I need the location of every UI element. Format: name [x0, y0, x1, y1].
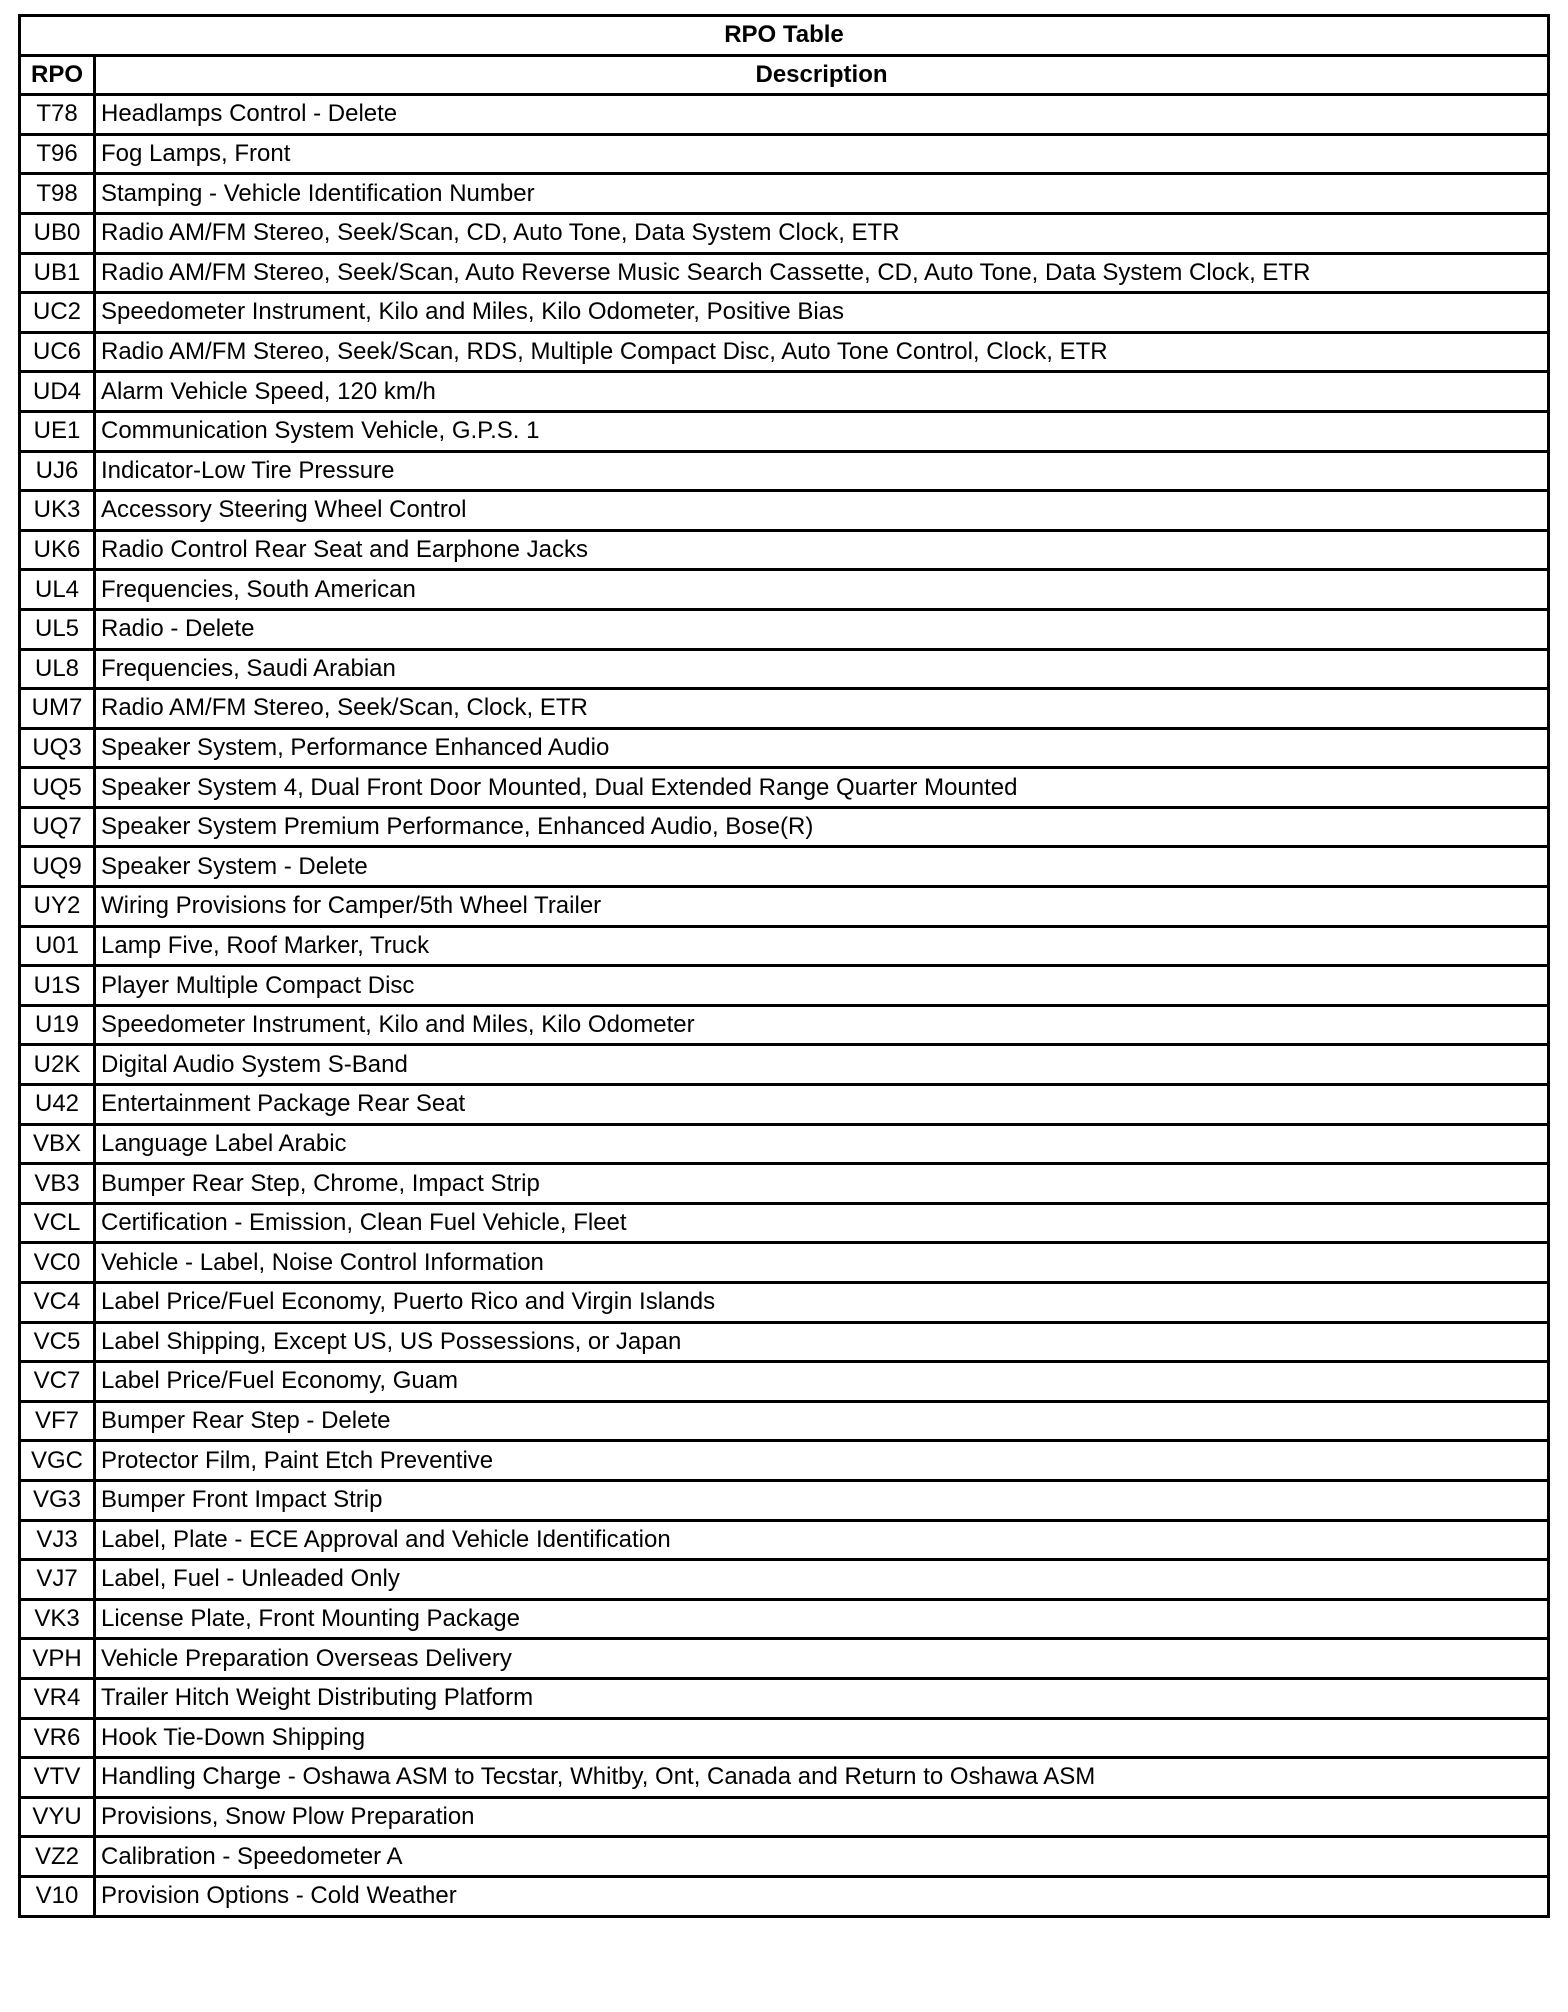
- rpo-code-cell: UQ3: [20, 728, 95, 768]
- table-row: [20, 1362, 1549, 1402]
- table-row: [20, 1718, 1549, 1758]
- rpo-code-cell: UQ9: [20, 847, 95, 887]
- rpo-code-cell: U42: [20, 1085, 95, 1125]
- rpo-code-cell: VK3: [20, 1599, 95, 1639]
- table-title-row: [20, 16, 1549, 56]
- rpo-description-cell: Label, Fuel - Unleaded Only: [95, 1560, 1549, 1600]
- rpo-code-cell: U2K: [20, 1045, 95, 1085]
- rpo-description-cell: Alarm Vehicle Speed, 120 km/h: [95, 372, 1549, 412]
- rpo-description-cell: Label Price/Fuel Economy, Guam: [95, 1362, 1549, 1402]
- rpo-description-cell: Speedometer Instrument, Kilo and Miles, Kilo Odometer, Positive Bias: [95, 293, 1549, 333]
- rpo-description-cell: Headlamps Control - Delete: [95, 95, 1549, 135]
- rpo-code-cell: U19: [20, 1005, 95, 1045]
- rpo-code-cell: VGC: [20, 1441, 95, 1481]
- rpo-description-cell: Entertainment Package Rear Seat: [95, 1085, 1549, 1125]
- rpo-code-cell: T78: [20, 95, 95, 135]
- table-row: [20, 1124, 1549, 1164]
- rpo-description-cell: Speaker System Premium Performance, Enhanced Audio, Bose(R): [95, 807, 1549, 847]
- table-row: [20, 1560, 1549, 1600]
- rpo-description-cell: Accessory Steering Wheel Control: [95, 491, 1549, 531]
- rpo-description-cell: Label Price/Fuel Economy, Puerto Rico and Virgin Islands: [95, 1283, 1549, 1323]
- rpo-code-cell: VC7: [20, 1362, 95, 1402]
- rpo-code-cell: UM7: [20, 689, 95, 729]
- rpo-code-cell: VR6: [20, 1718, 95, 1758]
- rpo-description-cell: License Plate, Front Mounting Package: [95, 1599, 1549, 1639]
- table-row: [20, 293, 1549, 333]
- table-row: [20, 728, 1549, 768]
- table-row: [20, 966, 1549, 1006]
- rpo-description-cell: Lamp Five, Roof Marker, Truck: [95, 926, 1549, 966]
- rpo-code-cell: UL4: [20, 570, 95, 610]
- table-header-row: [20, 55, 1549, 95]
- rpo-code-cell: UJ6: [20, 451, 95, 491]
- rpo-description-cell: Speaker System 4, Dual Front Door Mounted, Dual Extended Range Quarter Mounted: [95, 768, 1549, 808]
- table-row: [20, 332, 1549, 372]
- rpo-description-cell: Bumper Front Impact Strip: [95, 1480, 1549, 1520]
- table-row: [20, 1441, 1549, 1481]
- rpo-code-cell: VC4: [20, 1283, 95, 1323]
- table-row: [20, 1085, 1549, 1125]
- rpo-description-cell: Digital Audio System S-Band: [95, 1045, 1549, 1085]
- rpo-code-cell: U1S: [20, 966, 95, 1006]
- table-row: [20, 451, 1549, 491]
- table-row: [20, 609, 1549, 649]
- rpo-code-cell: VJ3: [20, 1520, 95, 1560]
- rpo-code-cell: VJ7: [20, 1560, 95, 1600]
- rpo-code-cell: UY2: [20, 887, 95, 927]
- rpo-code-cell: VF7: [20, 1401, 95, 1441]
- rpo-description-cell: Label, Plate - ECE Approval and Vehicle Identification: [95, 1520, 1549, 1560]
- table-row: [20, 1876, 1549, 1916]
- table-row: [20, 372, 1549, 412]
- rpo-description-cell: Handling Charge - Oshawa ASM to Tecstar, Whitby, Ont, Canada and Return to Oshawa ASM: [95, 1758, 1549, 1798]
- rpo-description-cell: Radio AM/FM Stereo, Seek/Scan, CD, Auto Tone, Data System Clock, ETR: [95, 213, 1549, 253]
- table-row: [20, 847, 1549, 887]
- rpo-code-cell: UB0: [20, 213, 95, 253]
- table-row: [20, 1322, 1549, 1362]
- rpo-description-cell: Vehicle Preparation Overseas Delivery: [95, 1639, 1549, 1679]
- rpo-description-cell: Provision Options - Cold Weather: [95, 1876, 1549, 1916]
- rpo-code-cell: T96: [20, 134, 95, 174]
- rpo-code-cell: UL8: [20, 649, 95, 689]
- rpo-code-cell: VR4: [20, 1678, 95, 1718]
- table-row: [20, 807, 1549, 847]
- table-row: [20, 1045, 1549, 1085]
- table-row: [20, 491, 1549, 531]
- rpo-description-cell: Indicator-Low Tire Pressure: [95, 451, 1549, 491]
- rpo-description-cell: Wiring Provisions for Camper/5th Wheel Trailer: [95, 887, 1549, 927]
- table-row: [20, 1243, 1549, 1283]
- rpo-code-cell: VYU: [20, 1797, 95, 1837]
- rpo-description-cell: Speaker System, Performance Enhanced Audio: [95, 728, 1549, 768]
- rpo-description-cell: Language Label Arabic: [95, 1124, 1549, 1164]
- rpo-code-cell: VTV: [20, 1758, 95, 1798]
- table-title: RPO Table: [20, 16, 1549, 56]
- table-row: [20, 134, 1549, 174]
- table-row: [20, 649, 1549, 689]
- rpo-code-cell: UC6: [20, 332, 95, 372]
- rpo-code-cell: UK6: [20, 530, 95, 570]
- rpo-description-cell: Calibration - Speedometer A: [95, 1837, 1549, 1877]
- rpo-description-cell: Vehicle - Label, Noise Control Information: [95, 1243, 1549, 1283]
- table-row: [20, 768, 1549, 808]
- rpo-code-cell: VCL: [20, 1203, 95, 1243]
- rpo-description-cell: Hook Tie-Down Shipping: [95, 1718, 1549, 1758]
- rpo-code-cell: UL5: [20, 609, 95, 649]
- table-row: [20, 887, 1549, 927]
- rpo-code-cell: UB1: [20, 253, 95, 293]
- table-row: [20, 1797, 1549, 1837]
- table-row: [20, 1283, 1549, 1323]
- rpo-description-cell: Radio AM/FM Stereo, Seek/Scan, Auto Reverse Music Search Cassette, CD, Auto Tone, Data System Clock, ETR: [95, 253, 1549, 293]
- table-row: [20, 253, 1549, 293]
- rpo-code-cell: UK3: [20, 491, 95, 531]
- rpo-description-cell: Certification - Emission, Clean Fuel Vehicle, Fleet: [95, 1203, 1549, 1243]
- header-rpo: RPO: [20, 55, 95, 95]
- rpo-code-cell: VZ2: [20, 1837, 95, 1877]
- rpo-description-cell: Frequencies, Saudi Arabian: [95, 649, 1549, 689]
- rpo-description-cell: Speedometer Instrument, Kilo and Miles, Kilo Odometer: [95, 1005, 1549, 1045]
- table-row: [20, 1480, 1549, 1520]
- table-row: [20, 1203, 1549, 1243]
- rpo-description-cell: Trailer Hitch Weight Distributing Platform: [95, 1678, 1549, 1718]
- rpo-description-cell: Bumper Rear Step, Chrome, Impact Strip: [95, 1164, 1549, 1204]
- rpo-code-cell: VC0: [20, 1243, 95, 1283]
- rpo-description-cell: Radio Control Rear Seat and Earphone Jacks: [95, 530, 1549, 570]
- header-description: Description: [95, 55, 1549, 95]
- table-row: [20, 95, 1549, 135]
- rpo-description-cell: Stamping - Vehicle Identification Number: [95, 174, 1549, 214]
- rpo-code-cell: T98: [20, 174, 95, 214]
- table-row: [20, 1401, 1549, 1441]
- rpo-code-cell: VC5: [20, 1322, 95, 1362]
- rpo-description-cell: Radio - Delete: [95, 609, 1549, 649]
- rpo-description-cell: Radio AM/FM Stereo, Seek/Scan, Clock, ETR: [95, 689, 1549, 729]
- rpo-code-cell: VPH: [20, 1639, 95, 1679]
- rpo-description-cell: Frequencies, South American: [95, 570, 1549, 610]
- table-row: [20, 926, 1549, 966]
- table-row: [20, 1164, 1549, 1204]
- rpo-description-cell: Speaker System - Delete: [95, 847, 1549, 887]
- rpo-code-cell: UE1: [20, 411, 95, 451]
- rpo-code-cell: UD4: [20, 372, 95, 412]
- rpo-description-cell: Player Multiple Compact Disc: [95, 966, 1549, 1006]
- table-body: [20, 95, 1549, 1916]
- table-row: [20, 1599, 1549, 1639]
- table-row: [20, 570, 1549, 610]
- rpo-description-cell: Radio AM/FM Stereo, Seek/Scan, RDS, Multiple Compact Disc, Auto Tone Control, Clock, ETR: [95, 332, 1549, 372]
- table-row: [20, 530, 1549, 570]
- rpo-description-cell: Fog Lamps, Front: [95, 134, 1549, 174]
- rpo-code-cell: UQ7: [20, 807, 95, 847]
- table-row: [20, 174, 1549, 214]
- table-row: [20, 1520, 1549, 1560]
- rpo-code-cell: VB3: [20, 1164, 95, 1204]
- rpo-description-cell: Bumper Rear Step - Delete: [95, 1401, 1549, 1441]
- table-row: [20, 689, 1549, 729]
- rpo-code-cell: V10: [20, 1876, 95, 1916]
- rpo-code-cell: VG3: [20, 1480, 95, 1520]
- table-row: [20, 1837, 1549, 1877]
- rpo-description-cell: Communication System Vehicle, G.P.S. 1: [95, 411, 1549, 451]
- rpo-description-cell: Protector Film, Paint Etch Preventive: [95, 1441, 1549, 1481]
- rpo-description-cell: Label Shipping, Except US, US Possessions, or Japan: [95, 1322, 1549, 1362]
- rpo-code-cell: UC2: [20, 293, 95, 333]
- table-row: [20, 1005, 1549, 1045]
- rpo-code-cell: UQ5: [20, 768, 95, 808]
- rpo-description-cell: Provisions, Snow Plow Preparation: [95, 1797, 1549, 1837]
- rpo-code-cell: U01: [20, 926, 95, 966]
- rpo-code-cell: VBX: [20, 1124, 95, 1164]
- table-row: [20, 411, 1549, 451]
- table-row: [20, 1678, 1549, 1718]
- table-row: [20, 1758, 1549, 1798]
- rpo-table: [18, 14, 1550, 1918]
- table-row: [20, 213, 1549, 253]
- table-row: [20, 1639, 1549, 1679]
